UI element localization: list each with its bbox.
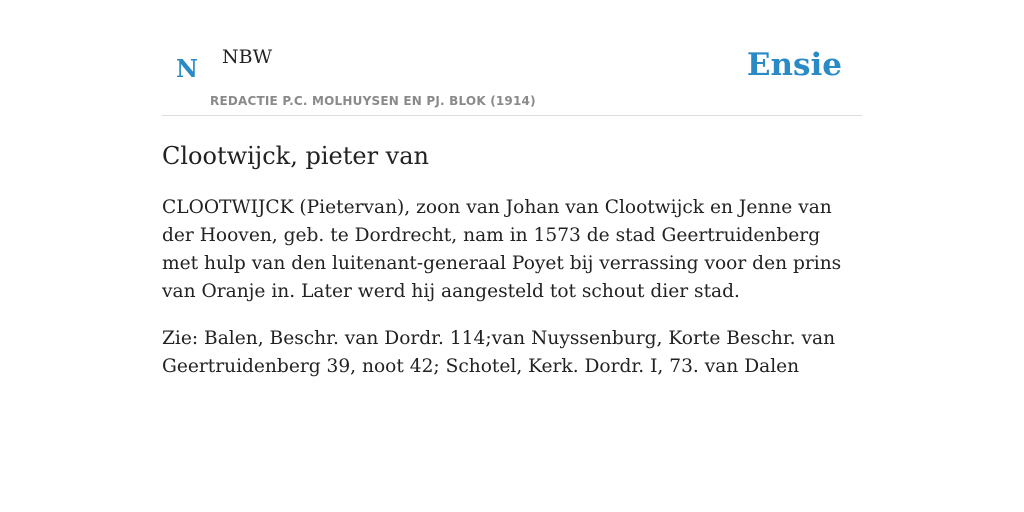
- header: [162, 0, 862, 116]
- article-title: Clootwijck, pieter van: [162, 142, 429, 170]
- article-references: Zie: Balen, Beschr. van Dordr. 114;van Nuyssenburg, Korte Beschr. van Geertruidenberg 39, noot 42; Schotel, Kerk. Dordr. I, 73. van Dalen: [162, 328, 836, 377]
- page: [162, 0, 862, 381]
- source-logo[interactable]: N: [176, 54, 198, 83]
- article-paragraph: CLOOTWIJCK (Pietervan), zoon van Johan van Clootwijck en Jenne van der Hooven, geb. te Dordrecht, nam in 1573 de stad Geertruidenberg met hulp van den luitenant-generaal Poyet bij verrassing voor den prins van Oranje in. Later werd hij aangesteld tot schout dier stad.: [162, 197, 842, 302]
- source-subtitle: REDACTIE P.C. MOLHUYSEN EN PJ. BLOK (1914): [210, 94, 536, 108]
- ensie-logo-link[interactable]: Ensie: [746, 47, 842, 83]
- source-name[interactable]: NBW: [222, 46, 273, 68]
